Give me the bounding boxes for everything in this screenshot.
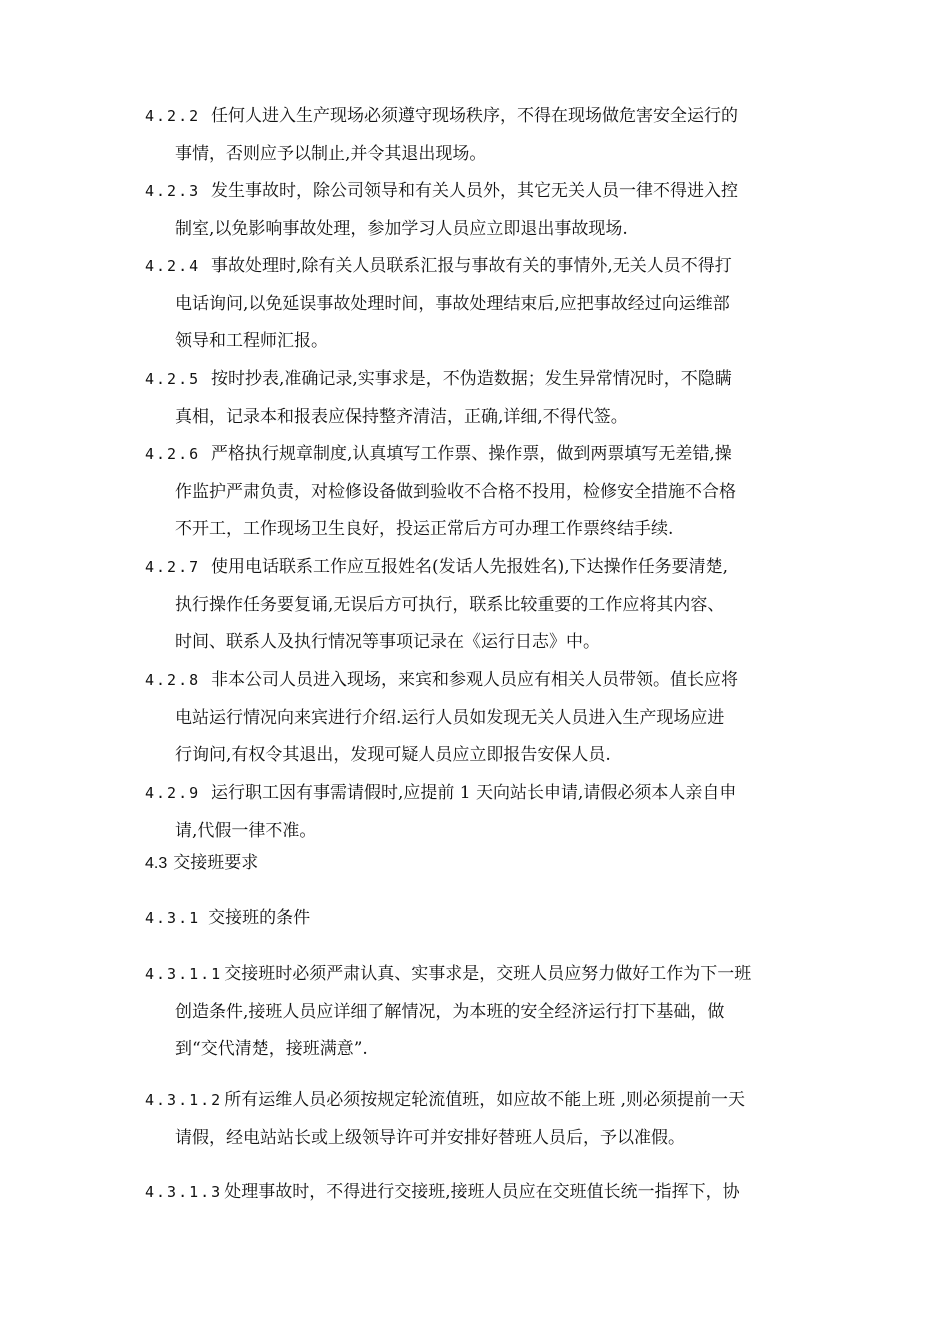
clause-line: 事情，否则应予以制止,并令其退出现场。 [175, 143, 487, 164]
clause-line [145, 662, 815, 700]
clause-text: 使用电话联系工作应互报姓名(发话人先报姓名),下达操作任务要清楚, [211, 557, 729, 577]
clause-number: 4.2.4 [145, 257, 201, 275]
clause-4-2-4 [145, 248, 815, 361]
clause-line: 真相，记录本和报表应保持整齐清洁，正确,详细,不得代签。 [175, 406, 628, 427]
clause-line: 请假，经电站站长或上级领导许可并安排好替班人员后，予以准假。 [175, 1127, 685, 1148]
clause-4-2-7 [145, 549, 815, 662]
clause-line [145, 248, 815, 286]
clause-text: 严格执行规章制度,认真填写工作票、操作票，做到两票填写无差错,操 [211, 444, 732, 464]
clause-4-2-9 [145, 775, 815, 850]
clause-text: 处理事故时，不得进行交接班,接班人员应在交班值长统一指挥下，协 [224, 1182, 740, 1202]
clause-line [145, 436, 815, 474]
clause-text: 任何人进入生产现场必须遵守现场秩序，不得在现场做危害安全运行的 [211, 106, 738, 126]
clause-line [145, 173, 815, 211]
clause-text: 运行职工因有事需请假时,应提前 1 天向站长申请,请假必须本人亲自申 [211, 783, 737, 803]
clause-line [145, 549, 815, 587]
clause-number: 4.2.9 [145, 784, 201, 802]
section-heading-4-3-1 [145, 900, 310, 938]
clause-number: 4.2.5 [145, 370, 201, 388]
clause-line: 电话询问,以免延误事故处理时间，事故处理结束后,应把事故经过向运维部 [175, 293, 730, 314]
clause-number: 4.2.2 [145, 107, 201, 125]
clause-line: 电站运行情况向来宾进行介绍.运行人员如发现无关人员进入生产现场应进 [175, 707, 725, 728]
clause-line: 创造条件,接班人员应详细了解情况，为本班的安全经济运行打下基础，做 [175, 1001, 725, 1022]
clause-text: 交接班时必须严肃认真、实事求是，交班人员应努力做好工作为下一班 [224, 964, 752, 984]
clause-line [145, 361, 815, 399]
clause-line: 作监护严肃负责，对检修设备做到验收不合格不投用，检修安全措施不合格 [175, 481, 736, 502]
clause-4-2-6 [145, 436, 815, 549]
clause-4-3-1-1 [145, 956, 815, 1069]
clause-text: 非本公司人员进入现场，来宾和参观人员应有相关人员带领。值长应将 [211, 670, 738, 690]
clause-line: 时间、联系人及执行情况等事项记录在《运行日志》中。 [175, 632, 600, 652]
clause-number: 4.2.7 [145, 558, 201, 576]
clause-number: 4.3.1.2 [145, 1091, 223, 1109]
section-title: 交接班要求 [173, 853, 259, 873]
clause-number: 4.2.3 [145, 182, 201, 200]
clause-4-2-3 [145, 173, 815, 248]
clause-line: 执行操作任务要复诵,无误后方可执行，联系比较重要的工作应将其内容、 [175, 594, 725, 615]
clause-line [145, 98, 815, 136]
clause-text: 发生事故时，除公司领导和有关人员外，其它无关人员一律不得进入控 [211, 181, 738, 201]
clause-line: 请,代假一律不准。 [175, 820, 317, 841]
clause-4-2-2 [145, 98, 815, 173]
clause-line: 到“交代清楚，接班满意”. [175, 1039, 368, 1059]
clause-4-3-1-3 [145, 1174, 815, 1212]
clause-line [145, 956, 815, 994]
clause-number: 4.3.1.3 [145, 1183, 223, 1201]
clause-line: 不开工，工作现场卫生良好，投运正常后方可办理工作票终结手续. [175, 519, 674, 539]
clause-4-2-8 [145, 662, 815, 775]
clause-number: 4.3.1.1 [145, 965, 223, 983]
clause-text: 事故处理时,除有关人员联系汇报与事故有关的事情外,无关人员不得打 [211, 256, 732, 276]
clause-text: 按时抄表,准确记录,实事求是，不伪造数据；发生异常情况时，不隐瞒 [211, 369, 732, 389]
clause-number: 4.2.6 [145, 445, 201, 463]
clause-4-3-1-2 [145, 1082, 815, 1157]
clause-line [145, 1082, 815, 1120]
clause-text: 所有运维人员必须按规定轮流值班，如应故不能上班 ,则必须提前一天 [224, 1090, 746, 1110]
section-number: 4.3.1 [145, 909, 201, 927]
section-number: 4.3 [145, 855, 168, 872]
clause-line [145, 1174, 815, 1212]
clause-line [145, 775, 815, 813]
section-title: 交接班的条件 [208, 908, 311, 928]
clause-4-2-5 [145, 361, 815, 436]
clause-line: 行询问,有权令其退出，发现可疑人员应立即报告安保人员. [175, 745, 611, 765]
clause-number: 4.2.8 [145, 671, 201, 689]
clause-line: 领导和工程师汇报。 [175, 331, 328, 351]
section-heading-4-3 [145, 845, 258, 883]
clause-line: 制室,以免影响事故处理，参加学习人员应立即退出事故现场. [175, 218, 628, 239]
